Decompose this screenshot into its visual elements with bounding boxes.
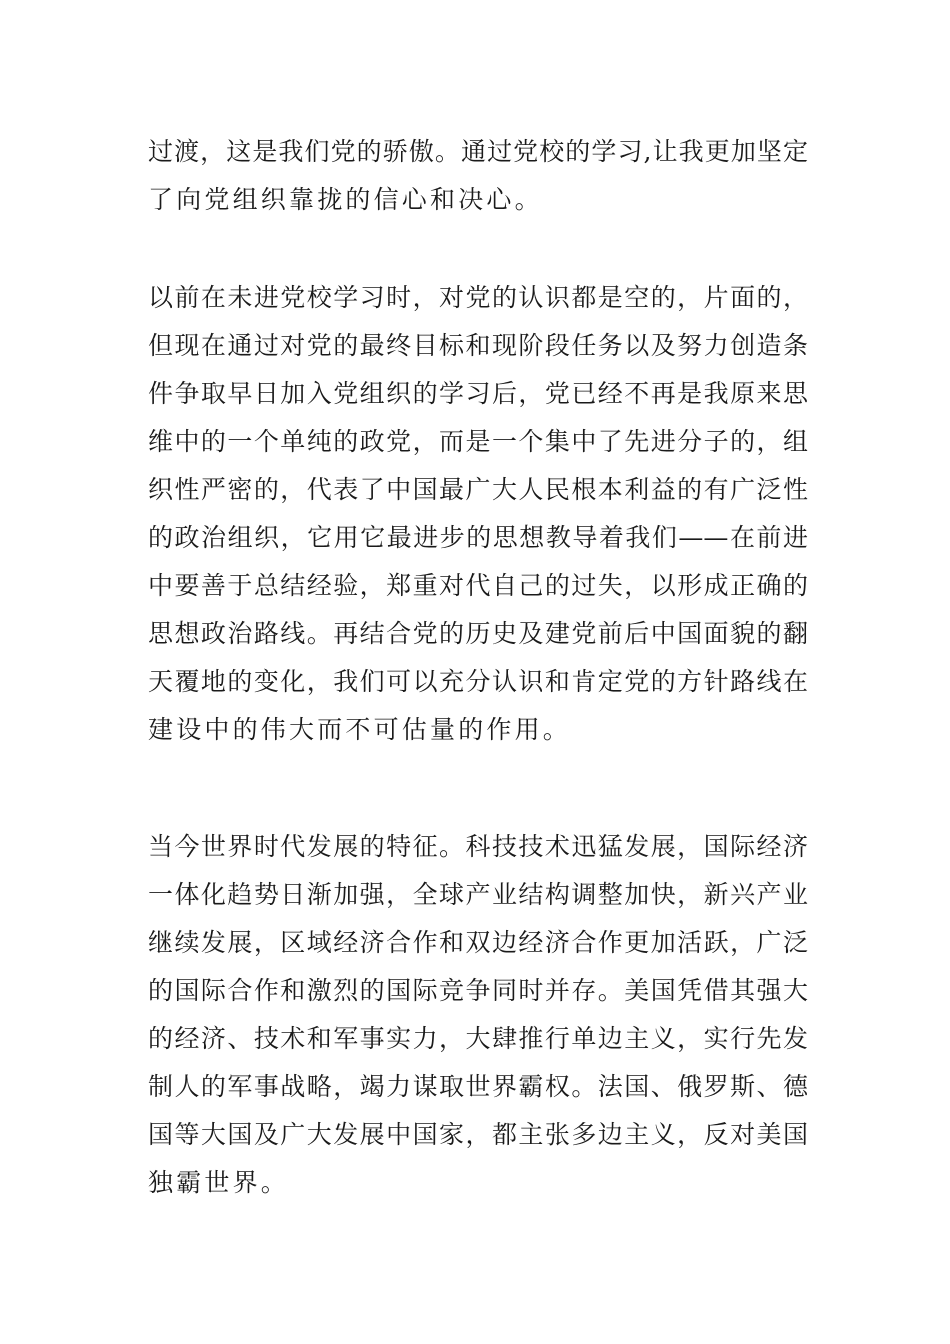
paragraph-line: 件争取早日加入党组织的学习后，党已经不再是我原来思 xyxy=(148,379,808,408)
paragraph-line: 继续发展，区域经济合作和双边经济合作更加活跃，广泛 xyxy=(148,928,808,957)
paragraph-line: 织性严密的，代表了中国最广大人民根本利益的有广泛性 xyxy=(148,475,808,504)
paragraph-line: 中要善于总结经验，郑重对代自己的过失，以形成正确的 xyxy=(148,571,808,600)
paragraph-line: 思想政治路线。再结合党的历史及建党前后中国面貌的翻 xyxy=(148,619,808,648)
paragraph-line: 独霸世界。 xyxy=(148,1168,290,1197)
paragraph-line: 过渡，这是我们党的骄傲。通过党校的学习,让我更加坚定 xyxy=(148,137,808,166)
paragraph-line: 的政治组织，它用它最进步的思想教导着我们——在前进 xyxy=(148,523,808,552)
paragraph-line: 了向党组织靠拢的信心和决心。 xyxy=(148,185,543,214)
paragraph-line: 天覆地的变化，我们可以充分认识和肯定党的方针路线在 xyxy=(148,667,808,696)
paragraph-line: 以前在未进党校学习时，对党的认识都是空的，片面的， xyxy=(148,283,808,312)
paragraph-line: 一体化趋势日渐加强，全球产业结构调整加快，新兴产业 xyxy=(148,880,808,909)
paragraph-line: 当今世界时代发展的特征。科技技术迅猛发展，国际经济 xyxy=(148,832,808,861)
paragraph-2 xyxy=(148,274,808,754)
paragraph-1 xyxy=(148,128,808,224)
paragraph-line: 建设中的伟大而不可估量的作用。 xyxy=(148,715,572,744)
paragraph-3 xyxy=(148,823,808,1207)
paragraph-line: 制人的军事战略，竭力谋取世界霸权。法国、俄罗斯、德 xyxy=(148,1072,808,1101)
paragraph-line: 的国际合作和激烈的国际竞争同时并存。美国凭借其强大 xyxy=(148,976,808,1005)
paragraph-line: 维中的一个单纯的政党，而是一个集中了先进分子的，组 xyxy=(148,427,808,456)
paragraph-line: 国等大国及广大发展中国家，都主张多边主义，反对美国 xyxy=(148,1120,808,1149)
paragraph-line: 但现在通过对党的最终目标和现阶段任务以及努力创造条 xyxy=(148,331,808,360)
paragraph-line: 的经济、技术和军事实力，大肆推行单边主义，实行先发 xyxy=(148,1024,808,1053)
